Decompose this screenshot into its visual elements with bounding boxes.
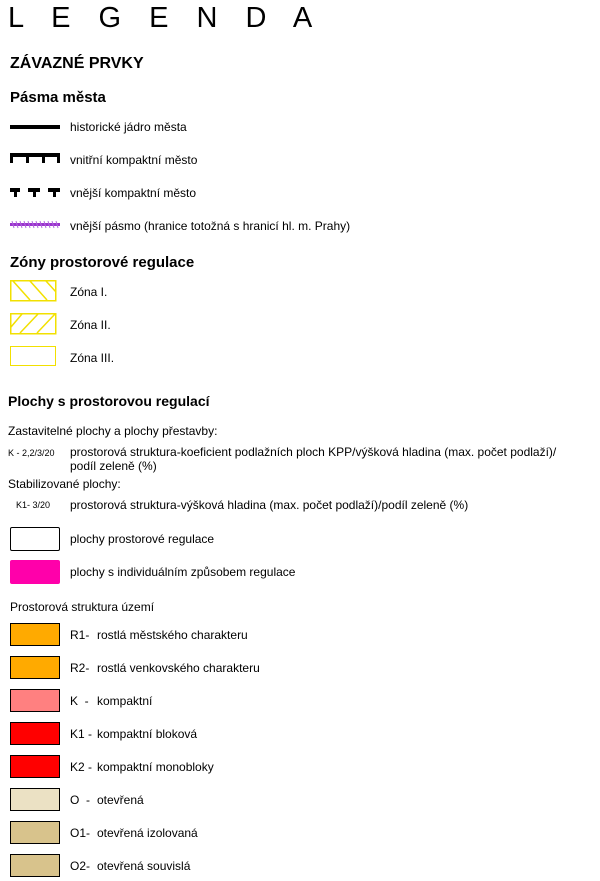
structure-label: rostlá venkovského charakteru (97, 661, 260, 675)
historic-core-label: historické jádro města (70, 120, 187, 134)
structure-label: kompaktní monobloky (97, 760, 214, 774)
structure-heading: Prostorová struktura území (10, 600, 155, 614)
structure-label: kompaktní bloková (97, 727, 198, 741)
individual-regulation-label: plochy s individuálním způsobem regulace (70, 565, 296, 579)
zone-1-label: Zóna I. (70, 285, 108, 299)
structure-label: otevřená (97, 793, 144, 807)
stabilized-heading: Stabilizované plochy: (8, 477, 121, 491)
structure-swatch (10, 854, 60, 877)
inner-compact-line-symbol (10, 150, 62, 166)
structure-swatch (10, 689, 60, 712)
buildable-desc-2: podíl zeleně (%) (70, 459, 157, 473)
zone-2-label: Zóna II. (70, 318, 111, 332)
zone-2-swatch (10, 313, 57, 335)
structure-swatch (10, 722, 60, 745)
spatial-zones-heading: Zóny prostorové regulace (10, 254, 195, 271)
structure-swatch (10, 656, 60, 679)
structure-swatch (10, 788, 60, 811)
structure-swatch (10, 755, 60, 778)
structure-code: R2- (70, 661, 90, 675)
structure-code: K - (70, 694, 89, 708)
regulated-areas-label: plochy prostorové regulace (70, 532, 215, 546)
structure-swatch (10, 821, 60, 844)
buildable-code: K - 2,2/3/20 (8, 448, 55, 458)
stabilized-code: K1- 3/20 (16, 500, 51, 510)
structure-code: K2 - (70, 760, 93, 774)
stabilized-desc: prostorová struktura-výšková hladina (max. počet podlaží)/podíl zeleně (%) (70, 498, 469, 512)
structure-code: K1 - (70, 727, 93, 741)
historic-core-line-symbol (10, 125, 60, 129)
outer-zone-line-symbol (10, 221, 62, 229)
city-zones-heading: Pásma města (10, 89, 106, 106)
regulated-areas-heading: Plochy s prostorovou regulací (8, 393, 210, 409)
outer-compact-line-symbol (10, 184, 62, 200)
zone-3-label: Zóna III. (70, 351, 115, 365)
regulated-areas-swatch (10, 527, 60, 551)
structure-code: R1- (70, 628, 90, 642)
zone-1-swatch (10, 280, 57, 302)
zone-3-swatch (10, 346, 56, 366)
inner-compact-label: vnitřní kompaktní město (70, 153, 198, 167)
structure-swatch (10, 623, 60, 646)
structure-label: rostlá městského charakteru (97, 628, 248, 642)
structure-code: O1- (70, 826, 91, 840)
structure-code: O - (70, 793, 90, 807)
structure-code: O2- (70, 859, 91, 873)
outer-zone-label: vnější pásmo (hranice totožná s hranicí hl. m. Prahy) (70, 219, 351, 233)
buildable-heading: Zastavitelné plochy a plochy přestavby: (8, 424, 218, 438)
structure-label: otevřená souvislá (97, 859, 191, 873)
buildable-desc-1: prostorová struktura-koeficient podlažních ploch KPP/výšková hladina (max. počet podlaží)/ (70, 445, 557, 459)
structure-label: kompaktní (97, 694, 153, 708)
binding-heading: ZÁVAZNÉ PRVKY (10, 55, 144, 72)
outer-compact-label: vnější kompaktní město (70, 186, 197, 200)
individual-regulation-swatch (10, 560, 60, 584)
structure-label: otevřená izolovaná (97, 826, 198, 840)
legend-title: L E G E N D A (8, 2, 323, 34)
